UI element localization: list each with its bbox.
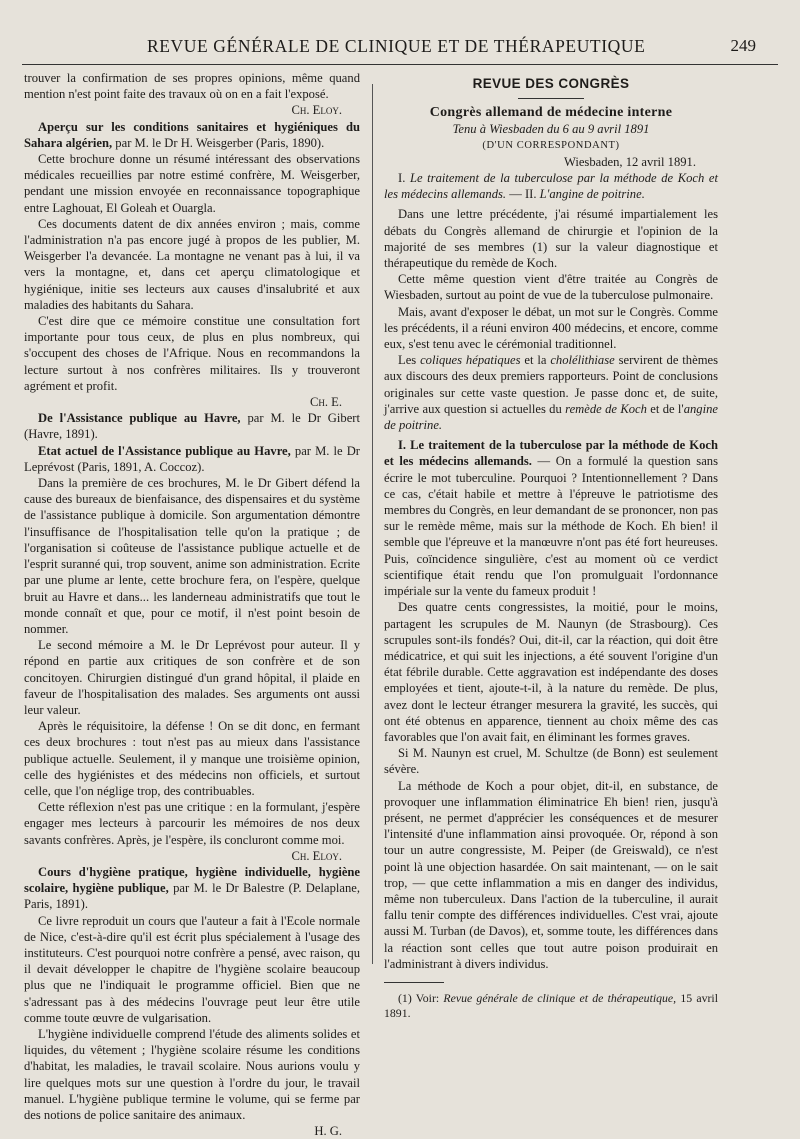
review-title: Aperçu sur les conditions sanitaires et hygiéniques du Sahara algérien, bbox=[24, 119, 360, 150]
paragraph: Ce livre reproduit un cours que l'auteur a fait à l'Ecole normale de Nice, c'est-à-dire qu'il est écrit plus spécialement à l'usage des instituteurs. C'est pourquoi notre confrère a pensé, avec raison, qu il devait développer le chapitre de l'hygiène scolaire beaucoup plus que ne l'indiquait le programme officiel. Bien que ne s'adressant pas à des médecins l'ouvrage peut leur être utile comme toute œuvre de vulgarisation. bbox=[24, 913, 360, 1025]
paragraph: Cette réflexion n'est pas une critique : en la formulant, j'espère engager mes lecteurs à parcourir les mémoires de nos deux savants confrères. Après, je l'espère, ils concluront comme moi. bbox=[24, 800, 360, 847]
italic-run: coliques hépatiques bbox=[420, 353, 521, 368]
header-rule bbox=[22, 64, 778, 65]
paragraph: La méthode de Koch a pour objet, dit-il, en substance, de provoquer une inflammation éliminatrice Eh bien! rien, jusqu'à présent, ne permet d'apprécier les conséquences et de mesurer l'intensité d'une inflammation ainsi provoquée. Or, répond à son tour un autre congressiste, M. Peiper (de Greiswald), ce n'est point là une objection hasardée. On sait maintenant, — on le sait trop, — que cette inflammation a mis en danger des individus, même non tuberculeux. Dans l'action de la tuberculine, il aurait fallu tenir compte des différences individuelles. C'est vrai, ajoute aussi M. Turban (de Davos), et, somme toute, les différences dans la réaction sont celles que tout autre poison produirait en l'administrant à divers individus. bbox=[384, 778, 718, 971]
subsection-title: I. Le traitement de la tuberculose par la méthode de Koch et les médecins allemands. bbox=[384, 438, 718, 469]
review-reference: par M. le Dr Gibert (Havre, 1891). bbox=[24, 411, 360, 442]
summary-separator: — II. bbox=[506, 187, 540, 202]
summary-number: I. bbox=[398, 171, 410, 186]
column-divider bbox=[372, 84, 373, 964]
paragraph: Après le réquisitoire, la défense ! On se dit donc, en fermant ces deux brochures : tout n'est pas au mieux dans l'assistance publique actuelle. Seulement, il y manque une troisième opinion, celle des hygiénistes et des médecins non officiels, et surtout celle, que l'on néglige trop, des contribuables. bbox=[24, 719, 360, 798]
paragraph: Si M. Naunyn est cruel, M. Schultze (de Bonn) est seulement sévère. bbox=[384, 746, 718, 777]
text-run: et la bbox=[520, 353, 551, 368]
footnote-rule bbox=[384, 982, 444, 983]
dateline: Wiesbaden, 12 avril 1891. bbox=[563, 154, 696, 169]
italic-run: Revue générale de clinique et de thérapeutique, bbox=[443, 990, 677, 1005]
paragraph: Ces documents datent de dix années environ ; mais, comme l'administration n'a pas encore jugé à propos de les publier, M. Weisgerber l'a devancée. La montagne ne venant pas à lui, il va vers la montagne, et, dans cet aperçu climatologique et hygiénique, initie ses lecteurs aux causes d'insalubrité et aux maladies des habitants du Sahara. bbox=[24, 216, 360, 312]
summary-item: Le traitement de la tuberculose par la méthode de Koch et les médecins allemands. bbox=[384, 171, 718, 202]
congress-subtitle: Tenu à Wiesbaden du 6 au 9 avril 1891 bbox=[452, 122, 650, 137]
correspondent-note: (D'UN CORRESPONDANT) bbox=[482, 139, 620, 151]
signature: Ch. E. bbox=[309, 395, 342, 410]
text-run: servirent de thèmes aux discours des deux premiers rapporteurs. Point de conclusions originales sur cette vaste question. Je passe donc et, de suite, j'arrive aux question si actuelles du bbox=[384, 353, 718, 416]
paragraph: Cette brochure donne un résumé intéressant des observations médicales recueillies par notre estimé confrère, M. Weisgerber, pendant une mission envoyée en reconnaissance topographique entre Laghouat, El Goleah et Ouargla. bbox=[24, 152, 360, 215]
paragraph: Des quatre cents congressistes, la moitié, pour le moins, partagent les scrupules de M. Naunyn (de Strasbourg). Ces scrupules sont-ils fondés? Oui, dit-il, car la réaction, qui doit être médicatrice, et qui suit les injections, a été souvent l'origine d'un état fébrile durable. Cette aggravation est indépendante des doses employées et tient, ajoute-t-il, à la nature du remède. De plus, avez dont le lecteur étranger mesurera la gravité, les succès, qui ont été obtenus en apparence, tiennent au choix même des cas favorables que l'on avait fait, en éliminant les formes graves. bbox=[384, 600, 718, 744]
signature: H. G. bbox=[314, 1124, 342, 1139]
text-run: — On a formulé la question sans écrire le mot tuberculine. Pourquoi ? Intentionnellement ? Dans ce cas, c'était habile et mettre à l'épreuve le patriotisme des membres du Congrès, en leur demandant de se prononcer, non pas sur le remède même, mais sur la méthode de Koch. Eh bien! il semble que l'épreuve et la manœuvre n'ont pas été fort heureuses. Puis, coïncidence singulière, c'est au moment où ce verdict scientifique était rendu que l'on promulguait l'ordonnance impériale sur la vente du fameux produit ! bbox=[384, 454, 718, 599]
text-run: 15 avril 1891. bbox=[384, 990, 718, 1020]
page-number: 249 bbox=[730, 36, 756, 55]
review-title: De l'Assistance publique au Havre, bbox=[38, 411, 241, 426]
review-reference: par M. le Dr Leprévost (Paris, 1891, A. Coccoz). bbox=[24, 443, 361, 474]
paragraph: C'est dire que ce mémoire constitue une consultation fort importante pour tous ceux, de plus en plus nombreux, qui s'occupent des choses de l'Afrique. Nous en recommandons la lecture surtout à nos confrères militaires. Ils y trouveront agrément et profit. bbox=[24, 314, 360, 393]
review-heading bbox=[24, 864, 360, 913]
text-run: et de l' bbox=[646, 401, 684, 416]
italic-run: remède de Koch bbox=[565, 401, 647, 416]
review-reference: par M. le Dr H. Weisgerber (Paris, 1890). bbox=[112, 135, 325, 150]
summary-item: L'angine de poitrine. bbox=[539, 187, 645, 202]
congress-title: Congrès allemand de médecine interne bbox=[429, 105, 673, 121]
intro-paragraph: trouver la confirmation de ses propres opinions, même quand mention n'est point faite des travaux où on en a fait l'exposé. bbox=[24, 71, 360, 102]
text-run: Les bbox=[398, 353, 421, 368]
right-column bbox=[384, 70, 718, 1021]
review-title: Etat actuel de l'Assistance publique au Havre, bbox=[38, 443, 291, 458]
italic-run: angine de poitrine. bbox=[384, 401, 718, 433]
paragraph: Mais, avant d'exposer le débat, un mot sur le Congrès. Comme les précédents, il a réuni environ 400 médecins, et encore, comme eux, s'est tenu avec le cérémonial traditionnel. bbox=[384, 304, 718, 352]
paragraph bbox=[384, 352, 718, 433]
text-run: (1) Voir: bbox=[398, 990, 444, 1005]
subsection-paragraph bbox=[384, 437, 718, 599]
left-column bbox=[24, 70, 360, 1139]
summary bbox=[384, 170, 718, 202]
review-title: Cours d'hygiène pratique, hygiène individuelle, hygiène scolaire, hygiène publique, bbox=[24, 864, 360, 896]
review-heading bbox=[24, 410, 360, 442]
paragraph: Dans une lettre précédente, j'ai résumé impartialement les débats du Congrès allemand de chirurgie et l'opinion de la majorité de ses membres (1) sur la valeur diagnostique et thérapeutique du remède de Koch. bbox=[384, 207, 718, 271]
paragraph: Le second mémoire a M. le Dr Leprévost pour auteur. Il y répond en partie aux critiques de son confrère et de son concitoyen. Chirurgien distingué d'un grand hôpital, il plaide en faveur de l'hospitalisation des malades. Ses arguments ont aussi leur valeur. bbox=[24, 638, 360, 717]
section-title: REVUE DES CONGRÈS bbox=[472, 76, 630, 91]
running-title: REVUE GÉNÉRALE DE CLINIQUE ET DE THÉRAPEUTIQUE bbox=[147, 36, 646, 56]
signature: Ch. Eloy. bbox=[291, 848, 342, 863]
signature: Ch. Eloy. bbox=[291, 103, 342, 118]
paragraph: L'hygiène individuelle comprend l'étude des aliments solides et liquides, du vêtement ; l'hygiène scolaire résume les conditions d'habitat, les maladies, le travail scolaire. Nous aurions voulu y lire quelques mots sur une question à l'ordre du jour, le travail manuel. L'hygiène publique termine le volume, qui se ferme par des notions de police sanitaire des animaux. bbox=[24, 1026, 360, 1122]
italic-run: cholélithiase bbox=[550, 353, 615, 368]
review-reference: par M. le Dr Balestre (P. Delaplane, Paris, 1891). bbox=[24, 881, 360, 912]
review-heading bbox=[24, 119, 360, 151]
review-heading bbox=[24, 443, 360, 475]
section-rule bbox=[518, 98, 584, 99]
footnote bbox=[384, 991, 718, 1021]
paragraph: Dans la première de ces brochures, M. le Dr Gibert défend la cause des bureaux de bienfaisance, des dispensaires et du système de l'assistance publique à domicile. Son argumentation démontre l'insuffisance de l'hospitalisation telle qu'on la pratique ; de l'organisation si coûteuse de l'assistance publique actuelle et de l'esprit suranné qui, trop souvent, anime son administration. Ecrite par une plume ar lente, cette brochure fera, on l'espère, quelque bruit au Havre et dans... les landerneau administratifs que tout le monde connaît et que, pour ce motif, il n'est point besoin de nommer. bbox=[24, 476, 360, 636]
paragraph: Cette même question vient d'être traitée au Congrès de Wiesbaden, surtout au point de vue de la tuberculose pulmonaire. bbox=[384, 272, 718, 303]
page-header bbox=[22, 36, 778, 62]
